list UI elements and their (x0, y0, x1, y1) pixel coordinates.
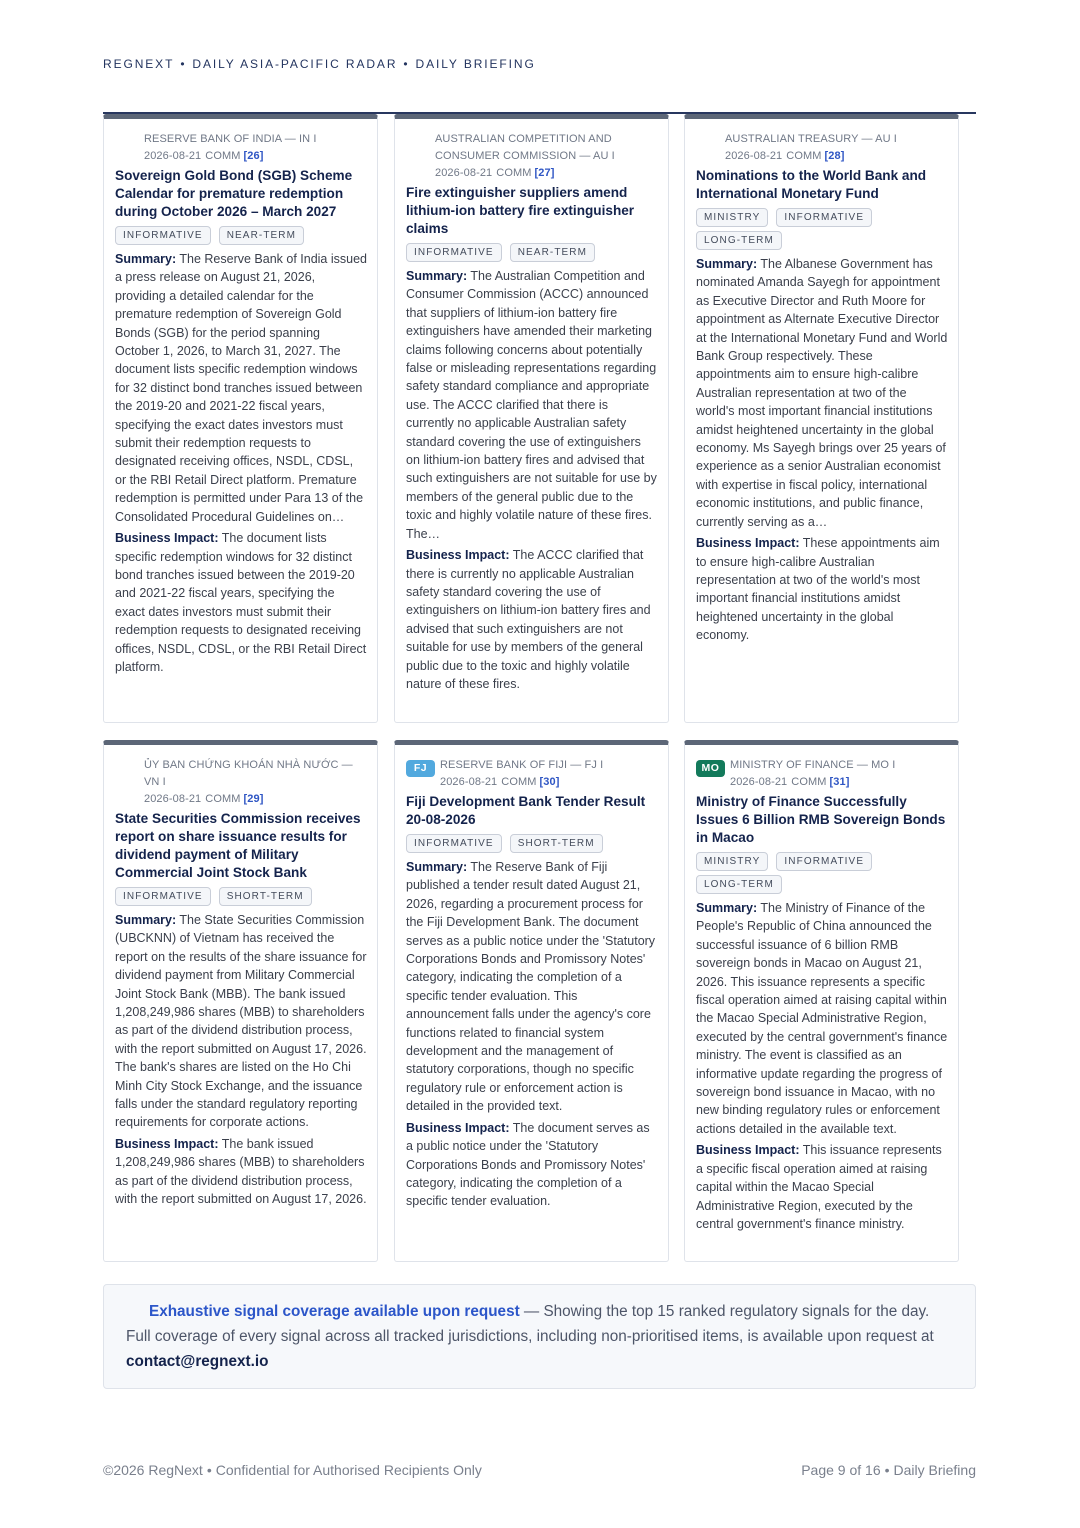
card-kind: COMM (791, 776, 827, 788)
header-separator: • (180, 57, 187, 71)
footer-copyright: ©2026 RegNext (103, 1462, 203, 1478)
jurisdiction-badge-fj: FJ (406, 760, 435, 777)
tag-informative: INFORMATIVE (776, 852, 872, 871)
summary-text: The Australian Competition and Consumer Commission (ACCC) announced that suppliers of lithium-ion battery fire extinguishers have amended their marketing claims following concerns about potentially false or misleading representations regarding safety standard compliance and appropriate use. The ACCC clarified that there is currently no applicable Australian safety standard covering the use of extinguishers on lithium-ion battery fires and advised that such extinguishers are not suitable for use by members of the general public due to the toxic and highly volatile nature of these fires. The… (406, 269, 657, 541)
summary-text: The Ministry of Finance of the People's Republic of China announced the successful issuance of 6 billion RMB sovereign bonds in Macao on August 21, 2026. This issuance represents a specific fiscal operation aimed at raising capital within the Macao Special Administrative Region, executed by the central government's finance ministry. The event is classified as an informative update regarding the progress of sovereign bond issuance in Macao, with no new binding regulatory rules or enforcement actions detailed in the available text. (696, 901, 948, 1136)
card-kind: COMM (205, 793, 241, 805)
impact-label: Business Impact: (115, 531, 219, 546)
impact-text: The ACCC clarified that there is currently no applicable Australian safety standard covering the use of extinguishers on lithium-ion battery fires and advised that such extinguishers are not suitable for use by members of the general public due to the toxic and highly volatile nature of these fires. (406, 548, 651, 691)
card-title: State Securities Commission receives report on share issuance results for dividend payment of Military Commercial Joint Stock Bank (115, 811, 361, 880)
header-edition: DAILY BRIEFING (415, 57, 536, 71)
header-brand: REGNEXT (103, 57, 175, 71)
card-tags (115, 887, 367, 906)
summary-label: Summary: (115, 913, 177, 927)
card-summary (115, 250, 367, 526)
card-impact (696, 534, 948, 644)
tag-short-term: SHORT-TERM (510, 834, 603, 853)
card-meta (440, 757, 603, 791)
impact-label: Business Impact: (115, 1136, 219, 1151)
tag-ministry: MINISTRY (696, 852, 768, 871)
card-impact (115, 1135, 367, 1209)
card-title: Ministry of Finance Successfully Issues 6 Billion RMB Sovereign Bonds in Macao (696, 794, 946, 845)
card-source: AUSTRALIAN TREASURY — AU I (725, 133, 897, 145)
card-date: 2026-08-21 (435, 167, 493, 179)
card-impact (406, 546, 658, 693)
summary-text: The Albanese Government has nominated Amanda Sayegh for appointment as Executive Director and Ruth Moore for appointment as Alternate Executive Director at the International Monetary Fund and World Bank Group respectively. These appointments aim to ensure high-calibre Australian representation at two of the world's most important financial institutions amidst heightened uncertainty in the global economy. Ms Sayegh brings over 25 years of experience as a senior Australian economist with expertise in fiscal policy, international economic institutions, and public finance, currently serving as a… (696, 257, 948, 529)
header-separator: • (403, 57, 410, 71)
card-title: Fiji Development Bank Tender Result 20-08-2026 (406, 794, 646, 827)
card-tags (406, 834, 658, 853)
card-source: AUSTRALIAN COMPETITION AND CONSUMER COMMISSION — AU I (435, 133, 615, 162)
summary-label: Summary: (696, 901, 758, 915)
card-summary (115, 911, 367, 1132)
badge-placeholder (115, 757, 144, 758)
tag-near-term: NEAR-TERM (219, 226, 304, 245)
coverage-notice-lead[interactable]: Exhaustive signal coverage available upon request (149, 1303, 520, 1320)
summary-label: Summary: (406, 860, 468, 874)
impact-label: Business Impact: (406, 548, 510, 563)
card-title: Nominations to the World Bank and International Monetary Fund (696, 168, 927, 201)
tag-informative: INFORMATIVE (776, 208, 872, 227)
card-title: Sovereign Gold Bond (SGB) Scheme Calendar for premature redemption during October 2026 – March 2027 (115, 168, 353, 219)
coverage-notice (103, 1284, 976, 1389)
card-title: Fire extinguisher suppliers amend lithium-ion battery fire extinguisher claims (406, 185, 635, 236)
header-product: DAILY ASIA-PACIFIC RADAR (192, 57, 398, 71)
card-ref-link[interactable]: [28] (824, 150, 845, 162)
contact-email-link[interactable]: contact@regnext.io (126, 1353, 269, 1370)
card-date: 2026-08-21 (144, 150, 202, 162)
impact-label: Business Impact: (406, 1120, 510, 1135)
tag-informative: INFORMATIVE (115, 226, 211, 245)
card-ref-link[interactable]: [31] (829, 776, 850, 788)
card-ref-link[interactable]: [30] (539, 776, 560, 788)
card-impact (406, 1119, 658, 1211)
footer-page-number: Page 9 of 16 (801, 1462, 881, 1478)
footer-separator: • (884, 1462, 890, 1478)
badge-placeholder (696, 131, 725, 132)
card-kind: COMM (786, 150, 822, 162)
card-meta (730, 757, 895, 791)
card-source: RESERVE BANK OF FIJI — FJ I (440, 759, 604, 771)
tag-near-term: NEAR-TERM (510, 243, 595, 262)
signal-card (103, 740, 378, 1262)
signal-card (394, 114, 669, 723)
card-tags (115, 226, 367, 245)
impact-label: Business Impact: (696, 536, 800, 551)
card-meta (435, 131, 658, 182)
impact-label: Business Impact: (696, 1143, 800, 1158)
footer-edition: Daily Briefing (893, 1462, 976, 1478)
signal-card (394, 740, 669, 1262)
card-date: 2026-08-21 (730, 776, 788, 788)
summary-text: The Reserve Bank of Fiji published a tender result dated August 21, 2026, regarding a procurement process for the Fiji Development Bank. The document serves as a public notice under the 'Statutory Corporations Bonds and Promissory Notes' category, indicating the completion of a specific tender evaluation. This announcement falls under the agency's core functions related to financial system development and the management of statutory corporations, though no specific regulatory rule or enforcement action is detailed in the provided text. (406, 860, 656, 1114)
card-ref-link[interactable]: [27] (534, 167, 555, 179)
summary-label: Summary: (696, 257, 758, 271)
impact-text: This issuance represents a specific fiscal operation aimed at raising capital within the Macao Special Administrative Region, executed by the central government's finance ministry. (696, 1143, 942, 1231)
footer-right (801, 1462, 976, 1478)
tag-informative: INFORMATIVE (406, 834, 502, 853)
badge-placeholder (406, 131, 435, 132)
card-meta (144, 131, 317, 165)
tag-long-term: LONG-TERM (696, 231, 782, 250)
card-date: 2026-08-21 (144, 793, 202, 805)
summary-label: Summary: (406, 269, 468, 283)
card-kind: COMM (501, 776, 537, 788)
summary-text: The Reserve Bank of India issued a press release on August 21, 2026, providing a detailed calendar for the premature redemption of Sovereign Gold Bonds (SGB) for the period spanning October 1, 2026, to March 31, 2027. The document lists specific redemption windows for 32 distinct bond tranches issued between the 2019-20 and 2021-22 fiscal years, specifying the exact dates investors must submit their redemption requests to designated receiving offices, NSDL, CDSL, or the RBI Retail Direct platform. Premature redemption is permitted under Para 13 of the Consolidated Procedural Guidelines on… (115, 252, 367, 524)
card-tags (696, 852, 948, 894)
tag-informative: INFORMATIVE (115, 887, 211, 906)
card-ref-link[interactable]: [29] (243, 793, 264, 805)
summary-text: The State Securities Commission (UBCKNN) of Vietnam has received the report on the results of the share issuance for dividend payment from Military Commercial Joint Stock Bank (MBB). The bank issued 1,208,249,986 shares (MBB) to shareholders as part of the dividend distribution process, with the report submitted on August 17, 2026. The bank's shares are listed on the Ho Chi Minh City Stock Exchange, and the issuance falls under the standard regulatory reporting requirements for corporate actions. (115, 913, 367, 1130)
badge-placeholder (115, 131, 144, 132)
footer-confidential: Confidential for Authorised Recipients Only (215, 1462, 482, 1478)
impact-text: The document serves as a public notice under the 'Statutory Corporations Bonds and Promissory Notes' category, indicating the completion of a specific tender evaluation. (406, 1120, 650, 1209)
tag-informative: INFORMATIVE (406, 243, 502, 262)
running-header (103, 57, 536, 71)
card-tags (406, 243, 658, 262)
tag-ministry: MINISTRY (696, 208, 768, 227)
card-kind: COMM (205, 150, 241, 162)
card-impact (115, 529, 367, 676)
card-source: ỦY BAN CHỨNG KHOÁN NHÀ NƯỚC — VN I (144, 759, 353, 788)
card-date: 2026-08-21 (440, 776, 498, 788)
card-source: MINISTRY OF FINANCE — MO I (730, 759, 896, 771)
card-impact (696, 1141, 948, 1233)
card-summary (696, 899, 948, 1138)
card-source: RESERVE BANK OF INDIA — IN I (144, 133, 317, 145)
signal-card (684, 740, 959, 1262)
summary-label: Summary: (115, 252, 177, 266)
card-summary (406, 267, 658, 543)
coverage-notice-body: — Showing the top 15 ranked regulatory signals for the day. Full coverage of every signal across all tracked jurisdictions, including non-prioritised items, is available upon request at (126, 1303, 934, 1345)
signal-card (684, 114, 959, 723)
card-summary (406, 858, 658, 1116)
card-date: 2026-08-21 (725, 150, 783, 162)
footer-separator: • (206, 1462, 212, 1478)
card-summary (696, 255, 948, 531)
impact-text: The document lists specific redemption windows for 32 distinct bond tranches issued between the 2019-20 and 2021-22 fiscal years, specifying the exact dates investors must submit their redemption requests to designated receiving offices, NSDL, CDSL, or the RBI Retail Direct platform. (115, 531, 367, 674)
jurisdiction-badge-mo: MO (696, 760, 725, 777)
signal-card (103, 114, 378, 723)
tag-short-term: SHORT-TERM (219, 887, 312, 906)
card-meta (144, 757, 367, 808)
tag-long-term: LONG-TERM (696, 875, 782, 894)
card-meta (725, 131, 897, 165)
card-ref-link[interactable]: [26] (243, 150, 264, 162)
card-tags (696, 208, 948, 250)
card-kind: COMM (496, 167, 532, 179)
footer-left (103, 1462, 482, 1478)
impact-text: These appointments aim to ensure high-calibre Australian representation at two of the world's most important financial institutions amidst heightened uncertainty in the global economy. (696, 536, 940, 643)
impact-text: The bank issued 1,208,249,986 shares (MBB) to shareholders as part of the dividend distribution process, with the report submitted on August 17, 2026. (115, 1136, 367, 1207)
